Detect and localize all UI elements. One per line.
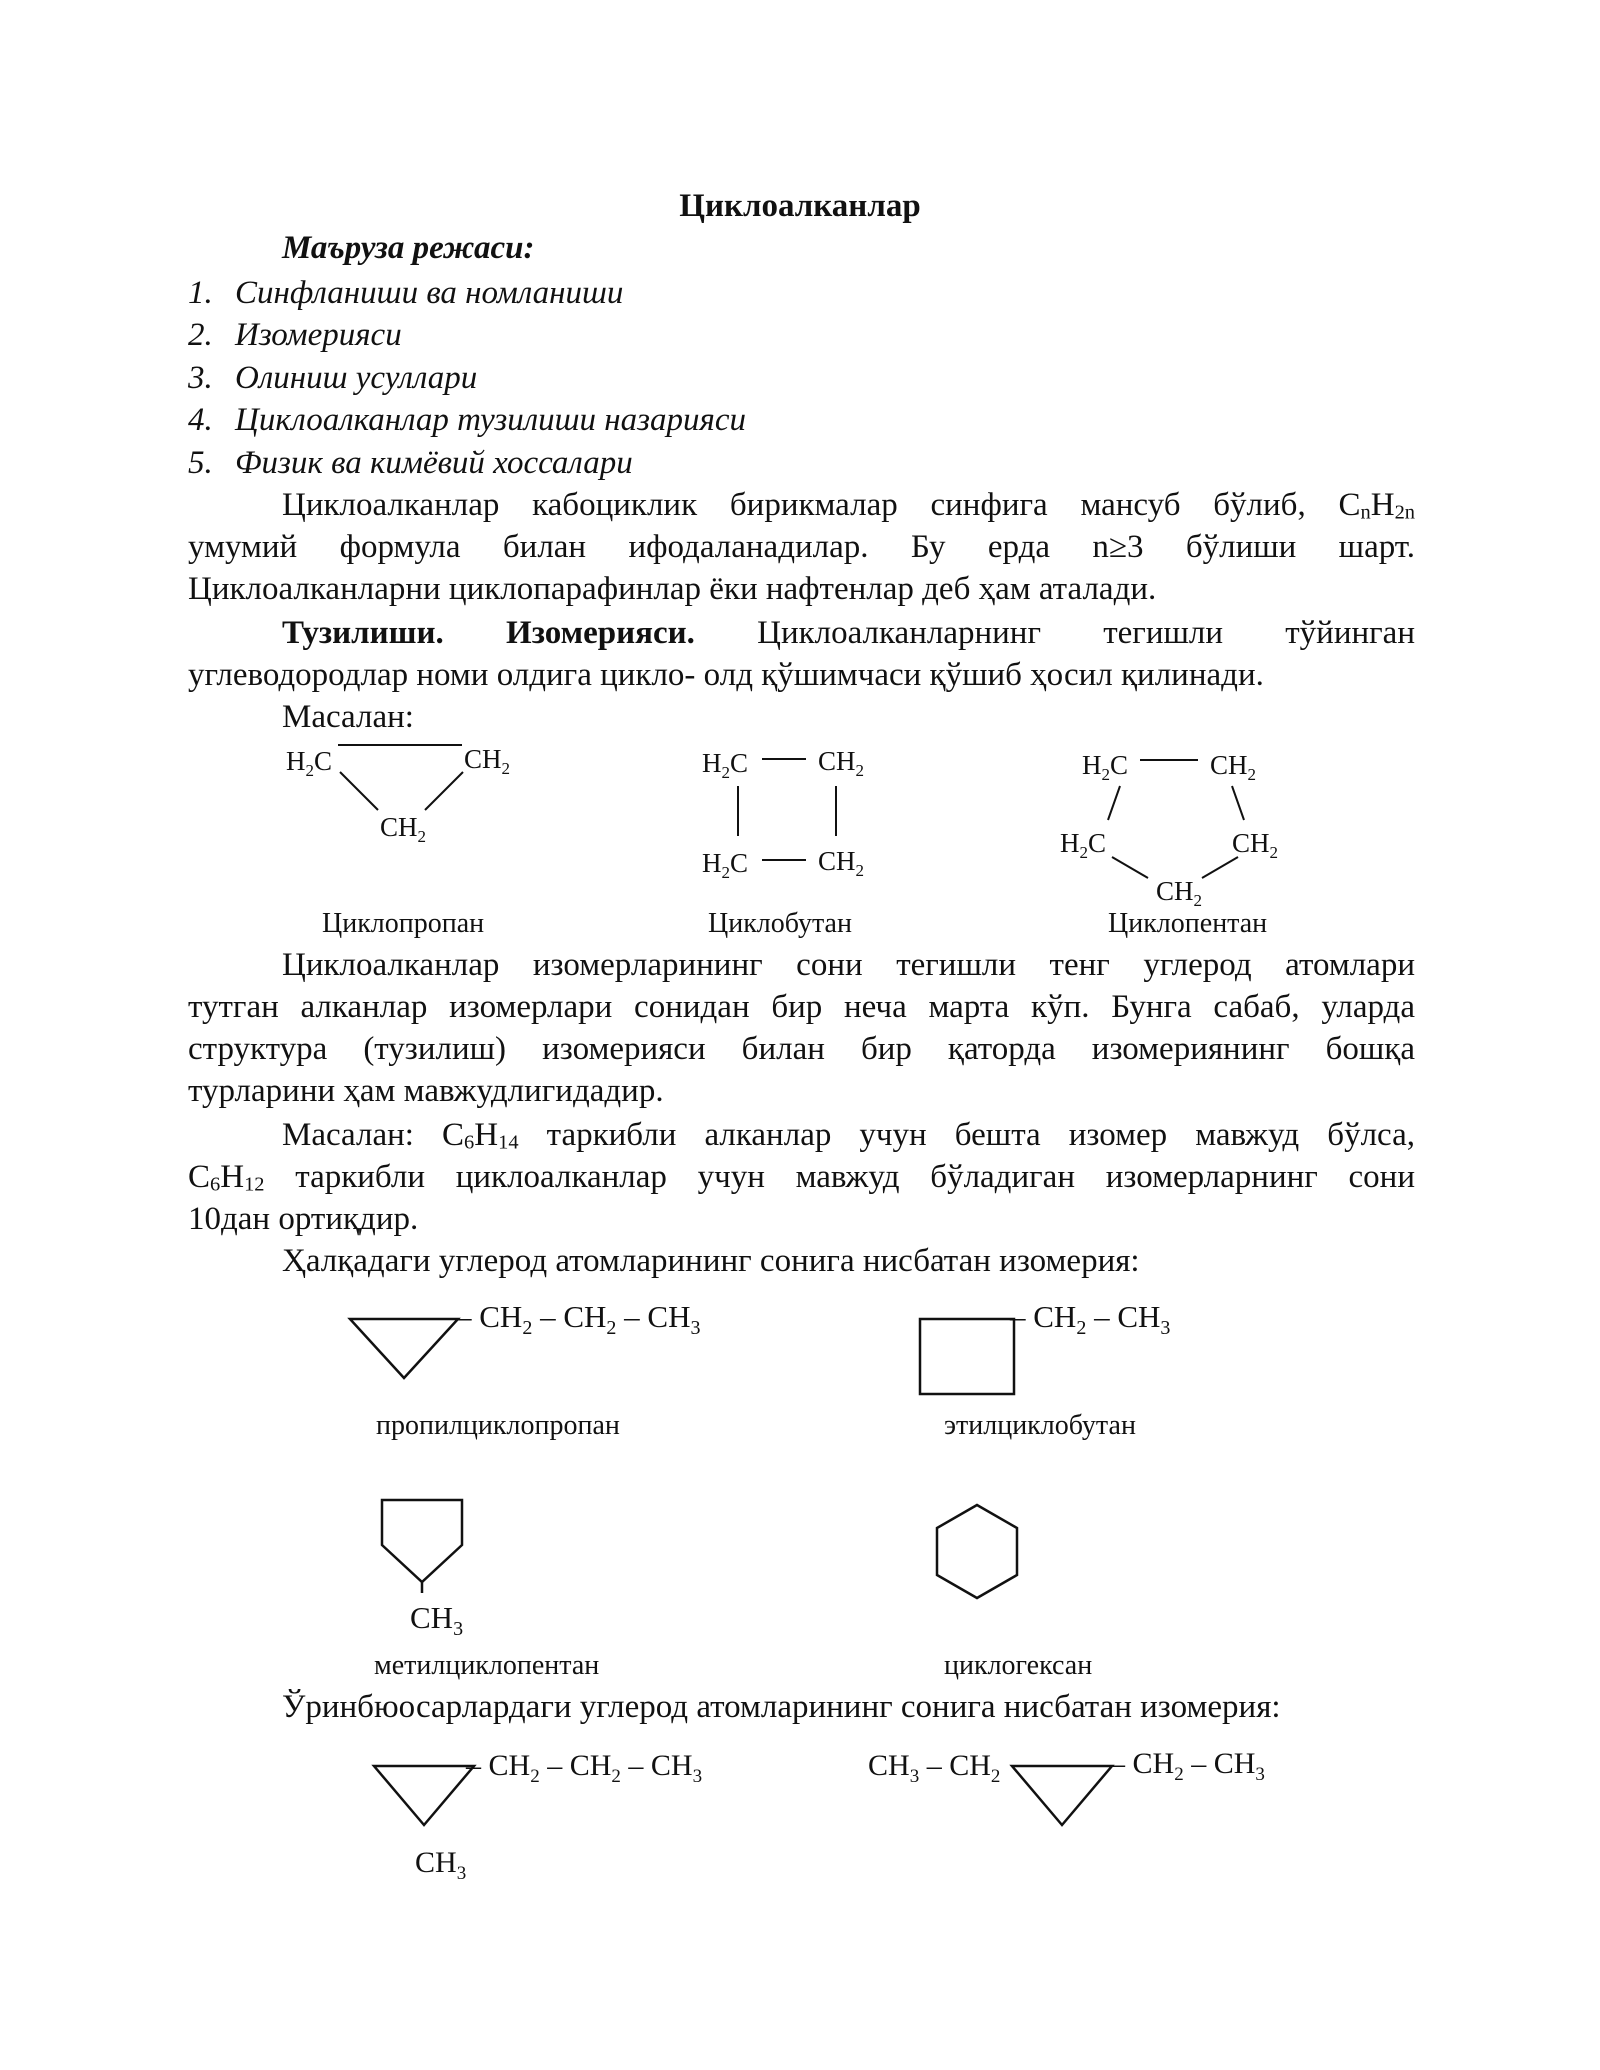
isomers-line-1: Циклоалканлар изомерларининг сони тегишли тенг углерод атомлари: [282, 947, 1415, 983]
plan-heading: Маъруза режаси:: [282, 230, 535, 266]
label-h2c: $H_2C$: [1060, 828, 1107, 862]
intro-line-1: Циклоалканлар кабоциклик бирикмалар синфига мансуб бўлиб, $C_nH_{2n}$: [282, 487, 1415, 524]
ring-size-heading: Ҳалқадаги углерод атомларининг сонига нисбатан изомерия:: [282, 1243, 1140, 1279]
example2-line-3: 10дан ортиқдир.: [188, 1201, 419, 1237]
methyl-group: $CH_3$: [410, 1600, 464, 1640]
structure-line-1: Тузилиши. Изомерияси. Циклоалканларнинг тегишли тўйинган: [282, 615, 1415, 651]
isomers-line-4: турларини ҳам мавжудлигидадир.: [188, 1073, 664, 1109]
propyl-chain: – $CH_2 - CH_2 - CH_3$: [466, 1749, 703, 1787]
example2-line-1: Масалан: $C_6H_{14}$ таркибли алканлар учун бешта изомер мавжуд бўлса,: [282, 1117, 1415, 1154]
intro-line-2: умумий формула билан ифодаланадилар. Бу ерда n≥3 бўлиши шарт.: [188, 529, 1415, 565]
label-h2c: $H_2C$: [702, 848, 749, 882]
label-h2c: $H_2C$: [1082, 750, 1129, 784]
plan-item: 5. Физик ва кимёвий хоссалари: [188, 444, 633, 481]
methyl-group: $CH_3$: [415, 1846, 467, 1884]
plan-item: 3. Олиниш усуллари: [188, 359, 478, 396]
label-ch2: $CH_2$: [380, 812, 427, 846]
caption-propylcyclopropane: пропилциклопропан: [376, 1410, 620, 1441]
page-title: Циклоалканлар: [679, 188, 921, 224]
diethylcyclopropane-diagram: [868, 1747, 1265, 1825]
ethyl-chain: – $CH_2 - CH_3$: [1010, 1299, 1171, 1339]
caption-methylcyclopentane: метилциклопентан: [374, 1650, 600, 1681]
example-label: Масалан:: [282, 699, 414, 735]
label-ch2: $CH_2$: [464, 744, 511, 778]
label-h2c: $H_2C$: [286, 746, 333, 780]
caption-ethylcyclobutane: этилциклобутан: [944, 1410, 1136, 1441]
plan-item: 4. Циклоалканлар тузилиши назарияси: [188, 402, 747, 439]
structure-line-2: углеводородлар номи олдига цикло- олд қўшимчаси қўшиб ҳосил қилинади.: [188, 657, 1264, 693]
caption-cyclohexane: циклогексан: [944, 1650, 1093, 1681]
ethyl-chain-right: – $CH_2 - CH_3$: [1110, 1747, 1265, 1785]
caption-cyclopentane: Циклопентан: [1108, 908, 1268, 939]
intro-line-3: Циклоалканларни циклопарафинлар ёки нафтенлар деб ҳам аталади.: [188, 571, 1157, 607]
cyclopentane-diagram: [1060, 750, 1278, 910]
label-ch2: $CH_2$: [818, 746, 865, 780]
plan-item: 1. Синфланиши ва номланиши: [188, 275, 624, 311]
cyclobutane-diagram: [702, 746, 864, 882]
substituent-heading: Ўринбюосарлардаги углерод атомларининг сонига нисбатан изомерия:: [282, 1689, 1281, 1725]
ethylcyclobutane-diagram: [920, 1299, 1170, 1394]
methyl-propylcyclopropane-diagram: [374, 1749, 702, 1884]
label-ch2: $CH_2$: [1210, 750, 1257, 784]
plan-item: 2. Изомерияси: [188, 317, 402, 354]
label-h2c: $H_2C$: [702, 748, 749, 782]
cyclohexane-diagram: [937, 1505, 1017, 1598]
propylcyclopropane-diagram: [350, 1299, 700, 1378]
label-ch2: $CH_2$: [1156, 876, 1203, 910]
isomers-line-3: структура (тузилиш) изомерияси билан бир қаторда изомериянинг бошқа: [188, 1031, 1415, 1067]
example2-line-2: $C_6H_{12}$ таркибли циклоалканлар учун мавжуд бўладиган изомерларнинг сони: [188, 1159, 1415, 1196]
label-ch2: $CH_2$: [1232, 828, 1279, 862]
caption-cyclopropane: Циклопропан: [322, 908, 485, 939]
propyl-chain: – $CH_2 - CH_2 - CH_3$: [456, 1299, 701, 1339]
ethyl-chain-left: $CH_3 - CH_2$: [868, 1749, 1001, 1787]
methylcyclopentane-diagram: [382, 1500, 463, 1640]
label-ch2: $CH_2$: [818, 846, 865, 880]
isomers-line-2: тутган алканлар изомерлари сонидан бир неча марта кўп. Бунга сабаб, уларда: [188, 989, 1415, 1025]
caption-cyclobutane: Циклобутан: [708, 908, 852, 939]
